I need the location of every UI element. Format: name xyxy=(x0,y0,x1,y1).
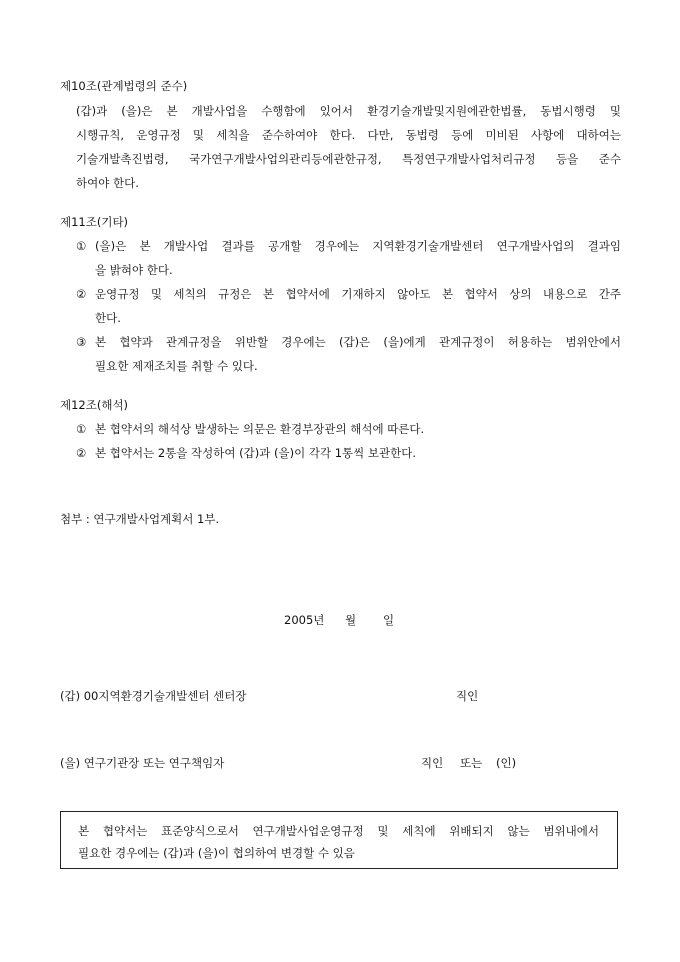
notice-box xyxy=(60,811,618,869)
article-12-item-1-marker: ① xyxy=(76,422,87,436)
article-11-item-2-line-2: 한다. xyxy=(95,311,121,325)
article-11-item-3-line-2: 필요한 제재조치를 취할 수 있다. xyxy=(95,359,258,373)
party-b-seal-alt: (인) xyxy=(496,756,517,770)
party-a-seal: 직인 xyxy=(456,689,479,703)
article-12-item-2-text: 본 협약서는 2통을 작성하여 (갑)과 (을)이 각각 1통씩 보관한다. xyxy=(95,446,416,460)
date-month: 월 xyxy=(345,613,357,627)
attachment-note: 첨부 : 연구개발사업계획서 1부. xyxy=(60,512,220,526)
notice-line-2: 필요한 경우에는 (갑)과 (을)이 협의하여 변경할 수 있음 xyxy=(78,846,355,860)
article-10-line-2: 시행규칙, 운영규정 및 세칙을 준수하여야 한다. 다만, 동법령 등에 미비된 사항에 대하여는 xyxy=(76,128,621,142)
party-b-seal: 직인 xyxy=(421,756,444,770)
article-11-item-2-line-1: 운영규정 및 세칙의 규정은 본 협약서에 기재하지 않아도 본 협약서 상의 내용으로 간주 xyxy=(95,287,621,301)
article-10-line-1: (갑)과 (을)은 본 개발사업을 수행함에 있어서 환경기술개발및지원에관한법률, 동법시행령 및 xyxy=(76,104,621,118)
article-10-line-3: 기술개발촉진법령, 국가연구개발사업의관리등에관한규정, 특정연구개발사업처리규정 등을 준수 xyxy=(76,152,621,166)
article-11-item-1-line-2: 을 밝혀야 한다. xyxy=(95,263,173,277)
party-b-label: (을) 연구기관장 또는 연구책임자 xyxy=(60,756,225,770)
article-11-item-3-marker: ③ xyxy=(76,335,87,349)
article-11-heading: 제11조(기타) xyxy=(60,215,129,229)
article-11-item-1-marker: ① xyxy=(76,239,87,253)
notice-line-1: 본 협약서는 표준양식으로서 연구개발사업운영규정 및 세칙에 위배되지 않는 범위내에서 xyxy=(78,824,599,838)
article-11-item-1-line-1: (을)은 본 개발사업 결과를 공개할 경우에는 지역환경기술개발센터 연구개발사업의 결과임 xyxy=(95,239,621,253)
article-11-item-3-line-1: 본 협약과 관계규정을 위반할 경우에는 (갑)은 (을)에게 관계규정이 허용하는 범위안에서 xyxy=(95,335,621,349)
article-10-heading: 제10조(관계법령의 준수) xyxy=(60,79,188,93)
article-12-item-1-text: 본 협약서의 해석상 발생하는 의문은 환경부장관의 해석에 따른다. xyxy=(95,422,425,436)
party-b-or: 또는 xyxy=(460,756,483,770)
party-a-label: (갑) 00지역환경기술개발센터 센터장 xyxy=(60,689,247,703)
article-12-item-2-marker: ② xyxy=(76,446,87,460)
date-day: 일 xyxy=(383,613,395,627)
article-10-line-4: 하여야 한다. xyxy=(76,176,139,190)
article-12-heading: 제12조(해석) xyxy=(60,398,129,412)
date-year: 2005년 xyxy=(284,613,325,627)
article-11-item-2-marker: ② xyxy=(76,287,87,301)
